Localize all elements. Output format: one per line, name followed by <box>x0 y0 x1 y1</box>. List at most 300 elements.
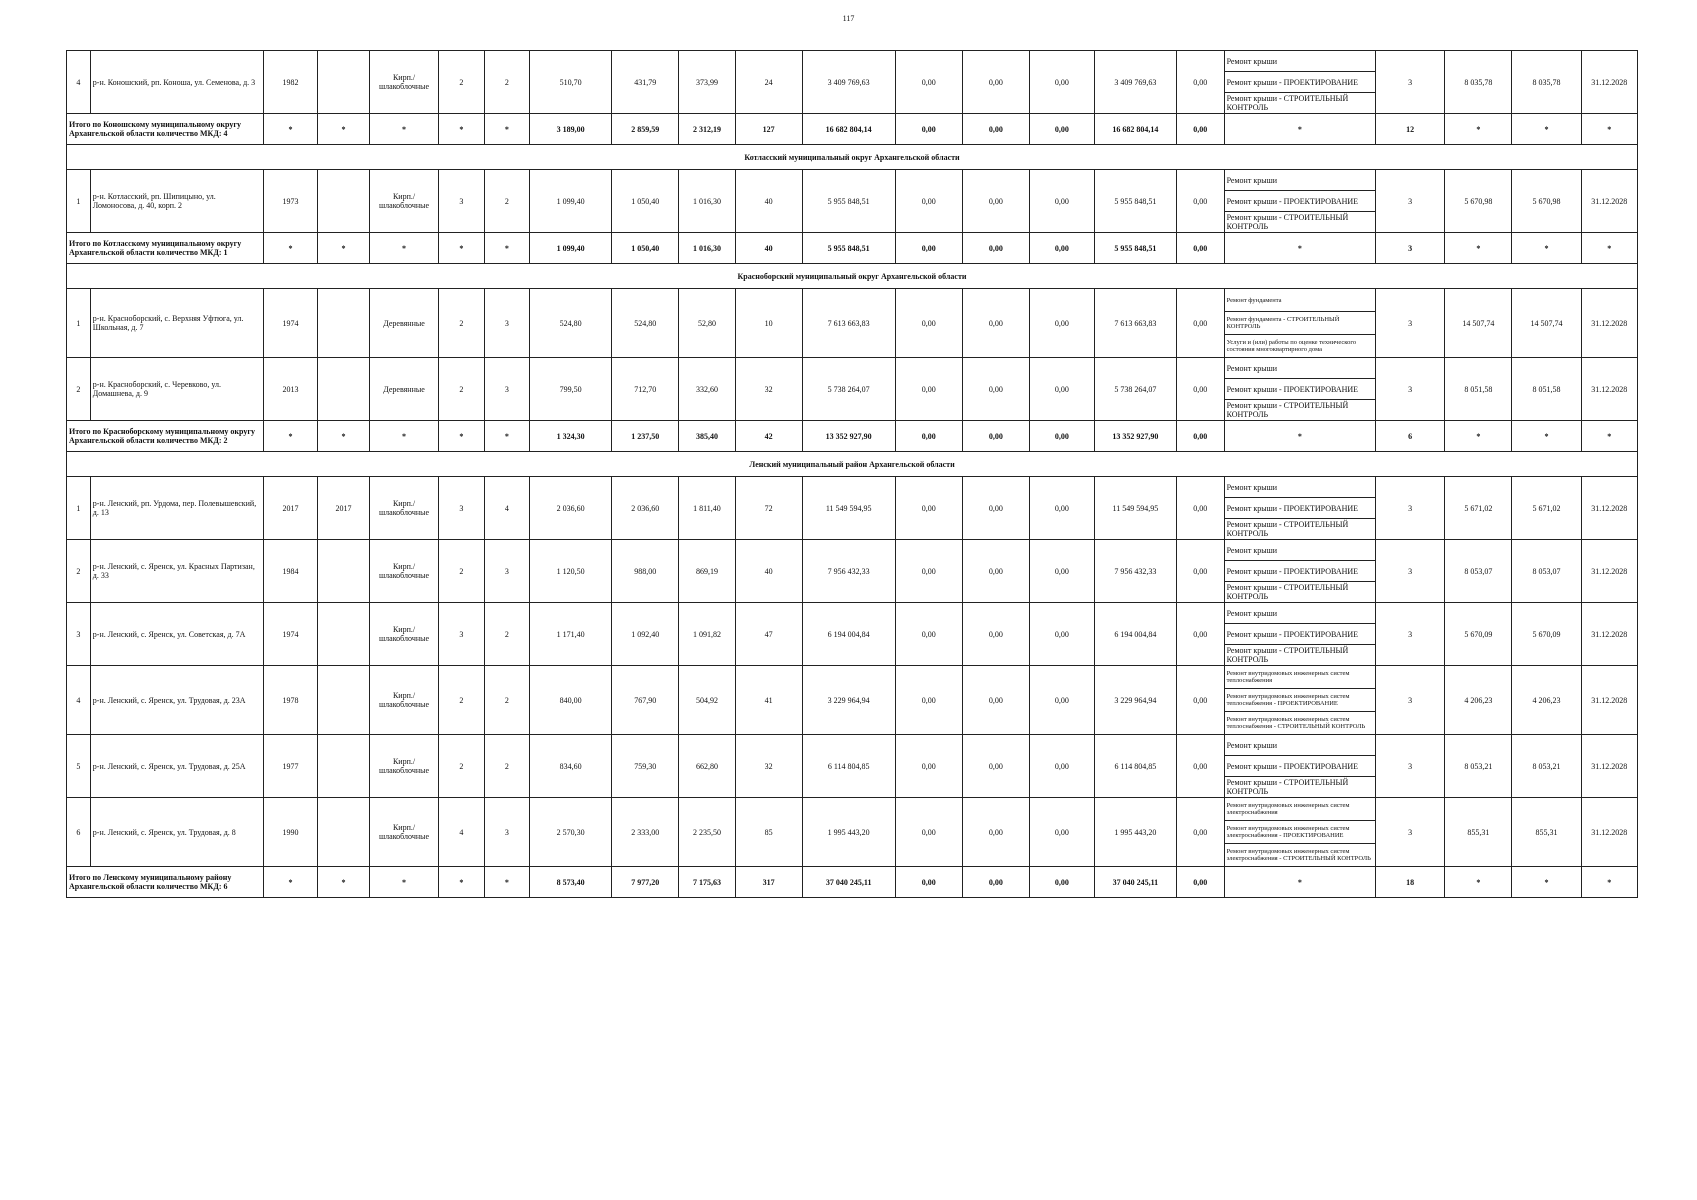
cell-a2: 1 092,40 <box>612 603 679 666</box>
cell-f3: 0,00 <box>1029 170 1094 233</box>
cell-walls: Кирп./ шлакоблочные <box>369 540 438 603</box>
work-type-cell: Ремонт крыши - ПРОЕКТИРОВАНИЕ <box>1224 379 1375 400</box>
cell-people: 85 <box>735 798 802 867</box>
total-d1: * <box>263 421 317 452</box>
cell-cnt: 3 <box>1376 358 1445 421</box>
cell-own: 11 549 594,95 <box>1094 477 1176 540</box>
work-type-cell: Ремонт крыши - СТРОИТЕЛЬНЫЙ КОНТРОЛЬ <box>1224 519 1375 540</box>
work-type-cell: Ремонт крыши <box>1224 170 1375 191</box>
cell-own: 5 955 848,51 <box>1094 170 1176 233</box>
cell-total: 7 613 663,83 <box>802 289 895 358</box>
cell-a3: 662,80 <box>679 735 735 798</box>
cell-year: 2017 <box>263 477 317 540</box>
capital-repair-table <box>66 50 1638 898</box>
work-type-cell: Ремонт фундамента <box>1224 289 1375 312</box>
cell-year: 1974 <box>263 603 317 666</box>
total-d3: * <box>369 867 438 898</box>
cell-cnt: 3 <box>1376 477 1445 540</box>
cell-f4: 0,00 <box>1176 170 1224 233</box>
cell-f1: 0,00 <box>895 798 962 867</box>
cell-year: 1984 <box>263 540 317 603</box>
work-type-cell: Ремонт внутридомовых инженерных систем теплоснабжения - ПРОЕКТИРОВАНИЕ <box>1224 689 1375 712</box>
total-f1: 0,00 <box>895 233 962 264</box>
cell-f3: 0,00 <box>1029 358 1094 421</box>
cell-date: 31.12.2028 <box>1581 289 1637 358</box>
cell-floors: 2 <box>439 289 484 358</box>
cell-a3: 1 811,40 <box>679 477 735 540</box>
total-d2: * <box>318 233 370 264</box>
cell-floors: 2 <box>439 540 484 603</box>
cell-f1: 0,00 <box>895 289 962 358</box>
cell-f2: 0,00 <box>962 540 1029 603</box>
cell-total: 6 194 004,84 <box>802 603 895 666</box>
total-label: Итого по Котласскому муниципальному округу Архангельской области количество МКД: 1 <box>67 233 264 264</box>
work-type-cell: Ремонт крыши <box>1224 477 1375 498</box>
total-d2: * <box>318 421 370 452</box>
cell-own: 3 229 964,94 <box>1094 666 1176 735</box>
work-type-cell: Ремонт крыши - ПРОЕКТИРОВАНИЕ <box>1224 624 1375 645</box>
table-row <box>67 477 1638 498</box>
cell-c2: 8 035,78 <box>1512 51 1581 114</box>
cell-f1: 0,00 <box>895 170 962 233</box>
cell-people: 32 <box>735 358 802 421</box>
address-cell: р-н. Ленский, с. Яренск, ул. Трудовая, д. 8 <box>90 798 263 867</box>
cell-cnt: 3 <box>1376 798 1445 867</box>
cell-c2: 5 670,98 <box>1512 170 1581 233</box>
total-total: 5 955 848,51 <box>802 233 895 264</box>
cell-c1: 5 671,02 <box>1445 477 1512 540</box>
cell-c1: 5 670,09 <box>1445 603 1512 666</box>
cell-c1: 8 035,78 <box>1445 51 1512 114</box>
cell-a2: 767,90 <box>612 666 679 735</box>
cell-date: 31.12.2028 <box>1581 358 1637 421</box>
total-own: 37 040 245,11 <box>1094 867 1176 898</box>
cell-f3: 0,00 <box>1029 51 1094 114</box>
section-header <box>67 145 1638 170</box>
total-works: * <box>1224 114 1375 145</box>
cell-date: 31.12.2028 <box>1581 603 1637 666</box>
total-f4: 0,00 <box>1176 114 1224 145</box>
cell-f4: 0,00 <box>1176 798 1224 867</box>
cell-f2: 0,00 <box>962 289 1029 358</box>
work-type-cell: Ремонт внутридомовых инженерных систем теплоснабжения - СТРОИТЕЛЬНЫЙ КОНТРОЛЬ <box>1224 712 1375 735</box>
cell-year2 <box>318 358 370 421</box>
cell-entr: 2 <box>484 170 529 233</box>
cell-c1: 8 051,58 <box>1445 358 1512 421</box>
cell-date: 31.12.2028 <box>1581 477 1637 540</box>
table-row <box>67 170 1638 191</box>
total-a2: 7 977,20 <box>612 867 679 898</box>
work-type-cell: Ремонт крыши <box>1224 358 1375 379</box>
cell-total: 3 409 769,63 <box>802 51 895 114</box>
table-row <box>67 666 1638 689</box>
total-a1: 3 189,00 <box>530 114 612 145</box>
total-row <box>67 233 1638 264</box>
total-works: * <box>1224 421 1375 452</box>
cell-total: 5 955 848,51 <box>802 170 895 233</box>
table-row <box>67 798 1638 821</box>
total-c2: * <box>1512 421 1581 452</box>
cell-f4: 0,00 <box>1176 735 1224 798</box>
cell-people: 32 <box>735 735 802 798</box>
cell-f4: 0,00 <box>1176 51 1224 114</box>
cell-walls: Кирп./ шлакоблочные <box>369 735 438 798</box>
cell-year2 <box>318 798 370 867</box>
total-label: Итого по Коношскому муниципальному округу Архангельской области количество МКД: 4 <box>67 114 264 145</box>
total-a3: 385,40 <box>679 421 735 452</box>
cell-a1: 524,80 <box>530 289 612 358</box>
work-type-cell: Ремонт крыши - ПРОЕКТИРОВАНИЕ <box>1224 191 1375 212</box>
cell-a2: 759,30 <box>612 735 679 798</box>
total-f3: 0,00 <box>1029 421 1094 452</box>
total-f2: 0,00 <box>962 421 1029 452</box>
total-c2: * <box>1512 114 1581 145</box>
work-type-cell: Ремонт крыши - ПРОЕКТИРОВАНИЕ <box>1224 561 1375 582</box>
cell-f2: 0,00 <box>962 666 1029 735</box>
total-f1: 0,00 <box>895 867 962 898</box>
section-title: Красноборский муниципальный округ Архангельской области <box>67 264 1638 289</box>
cell-year2 <box>318 735 370 798</box>
total-f1: 0,00 <box>895 114 962 145</box>
total-c1: * <box>1445 233 1512 264</box>
total-d5: * <box>484 421 529 452</box>
total-d1: * <box>263 114 317 145</box>
cell-f2: 0,00 <box>962 603 1029 666</box>
cell-total: 3 229 964,94 <box>802 666 895 735</box>
total-f2: 0,00 <box>962 114 1029 145</box>
cell-total: 11 549 594,95 <box>802 477 895 540</box>
total-a2: 1 050,40 <box>612 233 679 264</box>
cell-a2: 712,70 <box>612 358 679 421</box>
cell-a3: 504,92 <box>679 666 735 735</box>
total-people: 127 <box>735 114 802 145</box>
cell-a1: 510,70 <box>530 51 612 114</box>
cell-entr: 2 <box>484 51 529 114</box>
cell-cnt: 3 <box>1376 603 1445 666</box>
cell-walls: Кирп./ шлакоблочные <box>369 51 438 114</box>
total-a3: 7 175,63 <box>679 867 735 898</box>
cell-a1: 834,60 <box>530 735 612 798</box>
cell-year: 1990 <box>263 798 317 867</box>
total-total: 13 352 927,90 <box>802 421 895 452</box>
cell-total: 6 114 804,85 <box>802 735 895 798</box>
cell-f4: 0,00 <box>1176 666 1224 735</box>
total-a1: 1 324,30 <box>530 421 612 452</box>
work-type-cell: Ремонт внутридомовых инженерных систем электроснабжения - ПРОЕКТИРОВАНИЕ <box>1224 821 1375 844</box>
cell-own: 3 409 769,63 <box>1094 51 1176 114</box>
row-number: 1 <box>67 477 91 540</box>
total-a3: 1 016,30 <box>679 233 735 264</box>
total-row <box>67 867 1638 898</box>
cell-year: 1974 <box>263 289 317 358</box>
work-type-cell: Услуги и (или) работы по оценке технического состояния многоквартирного дома <box>1224 335 1375 358</box>
cell-f1: 0,00 <box>895 666 962 735</box>
cell-year: 1982 <box>263 51 317 114</box>
total-d4: * <box>439 233 484 264</box>
address-cell: р-н. Коношский, рп. Коноша, ул. Семенова, д. 3 <box>90 51 263 114</box>
cell-cnt: 3 <box>1376 170 1445 233</box>
total-a2: 2 859,59 <box>612 114 679 145</box>
page-number: 117 <box>842 14 855 23</box>
cell-a3: 869,19 <box>679 540 735 603</box>
work-type-cell: Ремонт крыши - ПРОЕКТИРОВАНИЕ <box>1224 72 1375 93</box>
work-type-cell: Ремонт крыши - СТРОИТЕЛЬНЫЙ КОНТРОЛЬ <box>1224 212 1375 233</box>
total-label: Итого по Красноборскому муниципальному округу Архангельской области количество МКД: 2 <box>67 421 264 452</box>
total-f4: 0,00 <box>1176 233 1224 264</box>
cell-f3: 0,00 <box>1029 289 1094 358</box>
total-c2: * <box>1512 867 1581 898</box>
cell-a1: 799,50 <box>530 358 612 421</box>
cell-year2 <box>318 289 370 358</box>
cell-date: 31.12.2028 <box>1581 666 1637 735</box>
cell-a1: 1 099,40 <box>530 170 612 233</box>
work-type-cell: Ремонт крыши - СТРОИТЕЛЬНЫЙ КОНТРОЛЬ <box>1224 777 1375 798</box>
cell-floors: 3 <box>439 603 484 666</box>
cell-cnt: 3 <box>1376 51 1445 114</box>
cell-c2: 5 670,09 <box>1512 603 1581 666</box>
cell-year2 <box>318 540 370 603</box>
total-people: 40 <box>735 233 802 264</box>
row-number: 4 <box>67 666 91 735</box>
total-d3: * <box>369 233 438 264</box>
address-cell: р-н. Красноборский, с. Верхняя Уфтюга, ул. Школьная, д. 7 <box>90 289 263 358</box>
cell-year2: 2017 <box>318 477 370 540</box>
work-type-cell: Ремонт внутридомовых инженерных систем электроснабжения - СТРОИТЕЛЬНЫЙ КОНТРОЛЬ <box>1224 844 1375 867</box>
total-d5: * <box>484 867 529 898</box>
cell-cnt: 3 <box>1376 735 1445 798</box>
cell-c2: 8 053,07 <box>1512 540 1581 603</box>
total-f2: 0,00 <box>962 867 1029 898</box>
cell-walls: Кирп./ шлакоблочные <box>369 666 438 735</box>
total-people: 42 <box>735 421 802 452</box>
work-type-cell: Ремонт крыши - СТРОИТЕЛЬНЫЙ КОНТРОЛЬ <box>1224 93 1375 114</box>
total-own: 5 955 848,51 <box>1094 233 1176 264</box>
total-total: 16 682 804,14 <box>802 114 895 145</box>
cell-f1: 0,00 <box>895 735 962 798</box>
cell-f4: 0,00 <box>1176 358 1224 421</box>
cell-people: 24 <box>735 51 802 114</box>
total-works: * <box>1224 233 1375 264</box>
cell-floors: 3 <box>439 477 484 540</box>
cell-own: 6 114 804,85 <box>1094 735 1176 798</box>
table-row <box>67 603 1638 624</box>
cell-floors: 2 <box>439 666 484 735</box>
row-number: 2 <box>67 358 91 421</box>
cell-a2: 988,00 <box>612 540 679 603</box>
work-type-cell: Ремонт внутридомовых инженерных систем теплоснабжения <box>1224 666 1375 689</box>
address-cell: р-н. Красноборский, с. Черевково, ул. Домашнева, д. 9 <box>90 358 263 421</box>
row-number: 5 <box>67 735 91 798</box>
total-f4: 0,00 <box>1176 867 1224 898</box>
row-number: 3 <box>67 603 91 666</box>
cell-year2 <box>318 666 370 735</box>
table-row <box>67 540 1638 561</box>
total-d4: * <box>439 867 484 898</box>
cell-f3: 0,00 <box>1029 540 1094 603</box>
cell-a2: 431,79 <box>612 51 679 114</box>
total-d2: * <box>318 867 370 898</box>
work-type-cell: Ремонт крыши - ПРОЕКТИРОВАНИЕ <box>1224 756 1375 777</box>
total-d1: * <box>263 233 317 264</box>
work-type-cell: Ремонт крыши - СТРОИТЕЛЬНЫЙ КОНТРОЛЬ <box>1224 400 1375 421</box>
cell-f2: 0,00 <box>962 798 1029 867</box>
cell-f4: 0,00 <box>1176 603 1224 666</box>
total-own: 13 352 927,90 <box>1094 421 1176 452</box>
total-a1: 1 099,40 <box>530 233 612 264</box>
work-type-cell: Ремонт крыши <box>1224 51 1375 72</box>
total-d2: * <box>318 114 370 145</box>
total-works: * <box>1224 867 1375 898</box>
cell-total: 7 956 432,33 <box>802 540 895 603</box>
cell-own: 5 738 264,07 <box>1094 358 1176 421</box>
cell-a3: 373,99 <box>679 51 735 114</box>
total-date: * <box>1581 233 1637 264</box>
cell-year: 1978 <box>263 666 317 735</box>
total-a3: 2 312,19 <box>679 114 735 145</box>
cell-a2: 2 333,00 <box>612 798 679 867</box>
cell-c1: 4 206,23 <box>1445 666 1512 735</box>
total-total: 37 040 245,11 <box>802 867 895 898</box>
cell-a1: 840,00 <box>530 666 612 735</box>
cell-f3: 0,00 <box>1029 735 1094 798</box>
total-cnt: 12 <box>1376 114 1445 145</box>
cell-c2: 4 206,23 <box>1512 666 1581 735</box>
cell-floors: 2 <box>439 358 484 421</box>
table-row <box>67 289 1638 312</box>
work-type-cell: Ремонт крыши <box>1224 603 1375 624</box>
cell-c2: 8 053,21 <box>1512 735 1581 798</box>
work-type-cell: Ремонт крыши <box>1224 540 1375 561</box>
address-cell: р-н. Котласский, рп. Шипицыно, ул. Ломоносова, д. 40, корп. 2 <box>90 170 263 233</box>
row-number: 4 <box>67 51 91 114</box>
address-cell: р-н. Ленский, с. Яренск, ул. Трудовая, д. 25А <box>90 735 263 798</box>
total-date: * <box>1581 421 1637 452</box>
cell-f3: 0,00 <box>1029 798 1094 867</box>
work-type-cell: Ремонт крыши - СТРОИТЕЛЬНЫЙ КОНТРОЛЬ <box>1224 645 1375 666</box>
cell-f1: 0,00 <box>895 540 962 603</box>
cell-entr: 3 <box>484 540 529 603</box>
total-cnt: 18 <box>1376 867 1445 898</box>
cell-entr: 2 <box>484 666 529 735</box>
total-date: * <box>1581 114 1637 145</box>
cell-year2 <box>318 51 370 114</box>
cell-f1: 0,00 <box>895 477 962 540</box>
cell-date: 31.12.2028 <box>1581 170 1637 233</box>
cell-date: 31.12.2028 <box>1581 798 1637 867</box>
cell-walls: Деревянные <box>369 358 438 421</box>
cell-a1: 2 570,30 <box>530 798 612 867</box>
total-f3: 0,00 <box>1029 867 1094 898</box>
total-d1: * <box>263 867 317 898</box>
cell-total: 5 738 264,07 <box>802 358 895 421</box>
cell-f1: 0,00 <box>895 358 962 421</box>
cell-f2: 0,00 <box>962 477 1029 540</box>
cell-f1: 0,00 <box>895 603 962 666</box>
total-c2: * <box>1512 233 1581 264</box>
table-row <box>67 358 1638 379</box>
total-c1: * <box>1445 421 1512 452</box>
cell-c2: 8 051,58 <box>1512 358 1581 421</box>
cell-walls: Кирп./ шлакоблочные <box>369 798 438 867</box>
total-f3: 0,00 <box>1029 233 1094 264</box>
cell-f2: 0,00 <box>962 51 1029 114</box>
cell-a2: 1 050,40 <box>612 170 679 233</box>
cell-people: 10 <box>735 289 802 358</box>
cell-entr: 3 <box>484 798 529 867</box>
row-number: 2 <box>67 540 91 603</box>
cell-f3: 0,00 <box>1029 603 1094 666</box>
cell-people: 40 <box>735 540 802 603</box>
cell-date: 31.12.2028 <box>1581 51 1637 114</box>
cell-a1: 2 036,60 <box>530 477 612 540</box>
cell-date: 31.12.2028 <box>1581 540 1637 603</box>
cell-a3: 1 016,30 <box>679 170 735 233</box>
cell-walls: Кирп./ шлакоблочные <box>369 477 438 540</box>
total-row <box>67 114 1638 145</box>
cell-year: 2013 <box>263 358 317 421</box>
total-date: * <box>1581 867 1637 898</box>
work-type-cell: Ремонт крыши <box>1224 735 1375 756</box>
cell-c2: 14 507,74 <box>1512 289 1581 358</box>
cell-floors: 2 <box>439 735 484 798</box>
cell-c1: 14 507,74 <box>1445 289 1512 358</box>
section-header <box>67 264 1638 289</box>
cell-f2: 0,00 <box>962 735 1029 798</box>
work-type-cell: Ремонт крыши - СТРОИТЕЛЬНЫЙ КОНТРОЛЬ <box>1224 582 1375 603</box>
cell-a2: 524,80 <box>612 289 679 358</box>
cell-cnt: 3 <box>1376 289 1445 358</box>
address-cell: р-н. Ленский, с. Яренск, ул. Советская, д. 7А <box>90 603 263 666</box>
cell-people: 41 <box>735 666 802 735</box>
cell-a2: 2 036,60 <box>612 477 679 540</box>
row-number: 1 <box>67 170 91 233</box>
cell-f1: 0,00 <box>895 51 962 114</box>
table-row <box>67 735 1638 756</box>
cell-f4: 0,00 <box>1176 289 1224 358</box>
cell-floors: 4 <box>439 798 484 867</box>
cell-f2: 0,00 <box>962 358 1029 421</box>
row-number: 6 <box>67 798 91 867</box>
total-row <box>67 421 1638 452</box>
total-d3: * <box>369 421 438 452</box>
cell-own: 7 956 432,33 <box>1094 540 1176 603</box>
cell-a3: 52,80 <box>679 289 735 358</box>
total-cnt: 3 <box>1376 233 1445 264</box>
cell-people: 72 <box>735 477 802 540</box>
cell-c1: 8 053,07 <box>1445 540 1512 603</box>
address-cell: р-н. Ленский, с. Яренск, ул. Красных Партизан, д. 33 <box>90 540 263 603</box>
cell-walls: Кирп./ шлакоблочные <box>369 603 438 666</box>
total-d4: * <box>439 421 484 452</box>
cell-total: 1 995 443,20 <box>802 798 895 867</box>
total-a2: 1 237,50 <box>612 421 679 452</box>
total-f3: 0,00 <box>1029 114 1094 145</box>
cell-a1: 1 171,40 <box>530 603 612 666</box>
cell-cnt: 3 <box>1376 666 1445 735</box>
cell-year: 1977 <box>263 735 317 798</box>
cell-own: 1 995 443,20 <box>1094 798 1176 867</box>
section-title: Котласский муниципальный округ Архангельской области <box>67 145 1638 170</box>
cell-floors: 3 <box>439 170 484 233</box>
cell-c2: 5 671,02 <box>1512 477 1581 540</box>
cell-f3: 0,00 <box>1029 477 1094 540</box>
cell-entr: 3 <box>484 358 529 421</box>
cell-a1: 1 120,50 <box>530 540 612 603</box>
total-f2: 0,00 <box>962 233 1029 264</box>
total-d5: * <box>484 114 529 145</box>
cell-f4: 0,00 <box>1176 540 1224 603</box>
total-label: Итого по Ленскому муниципальному району Архангельской области количество МКД: 6 <box>67 867 264 898</box>
